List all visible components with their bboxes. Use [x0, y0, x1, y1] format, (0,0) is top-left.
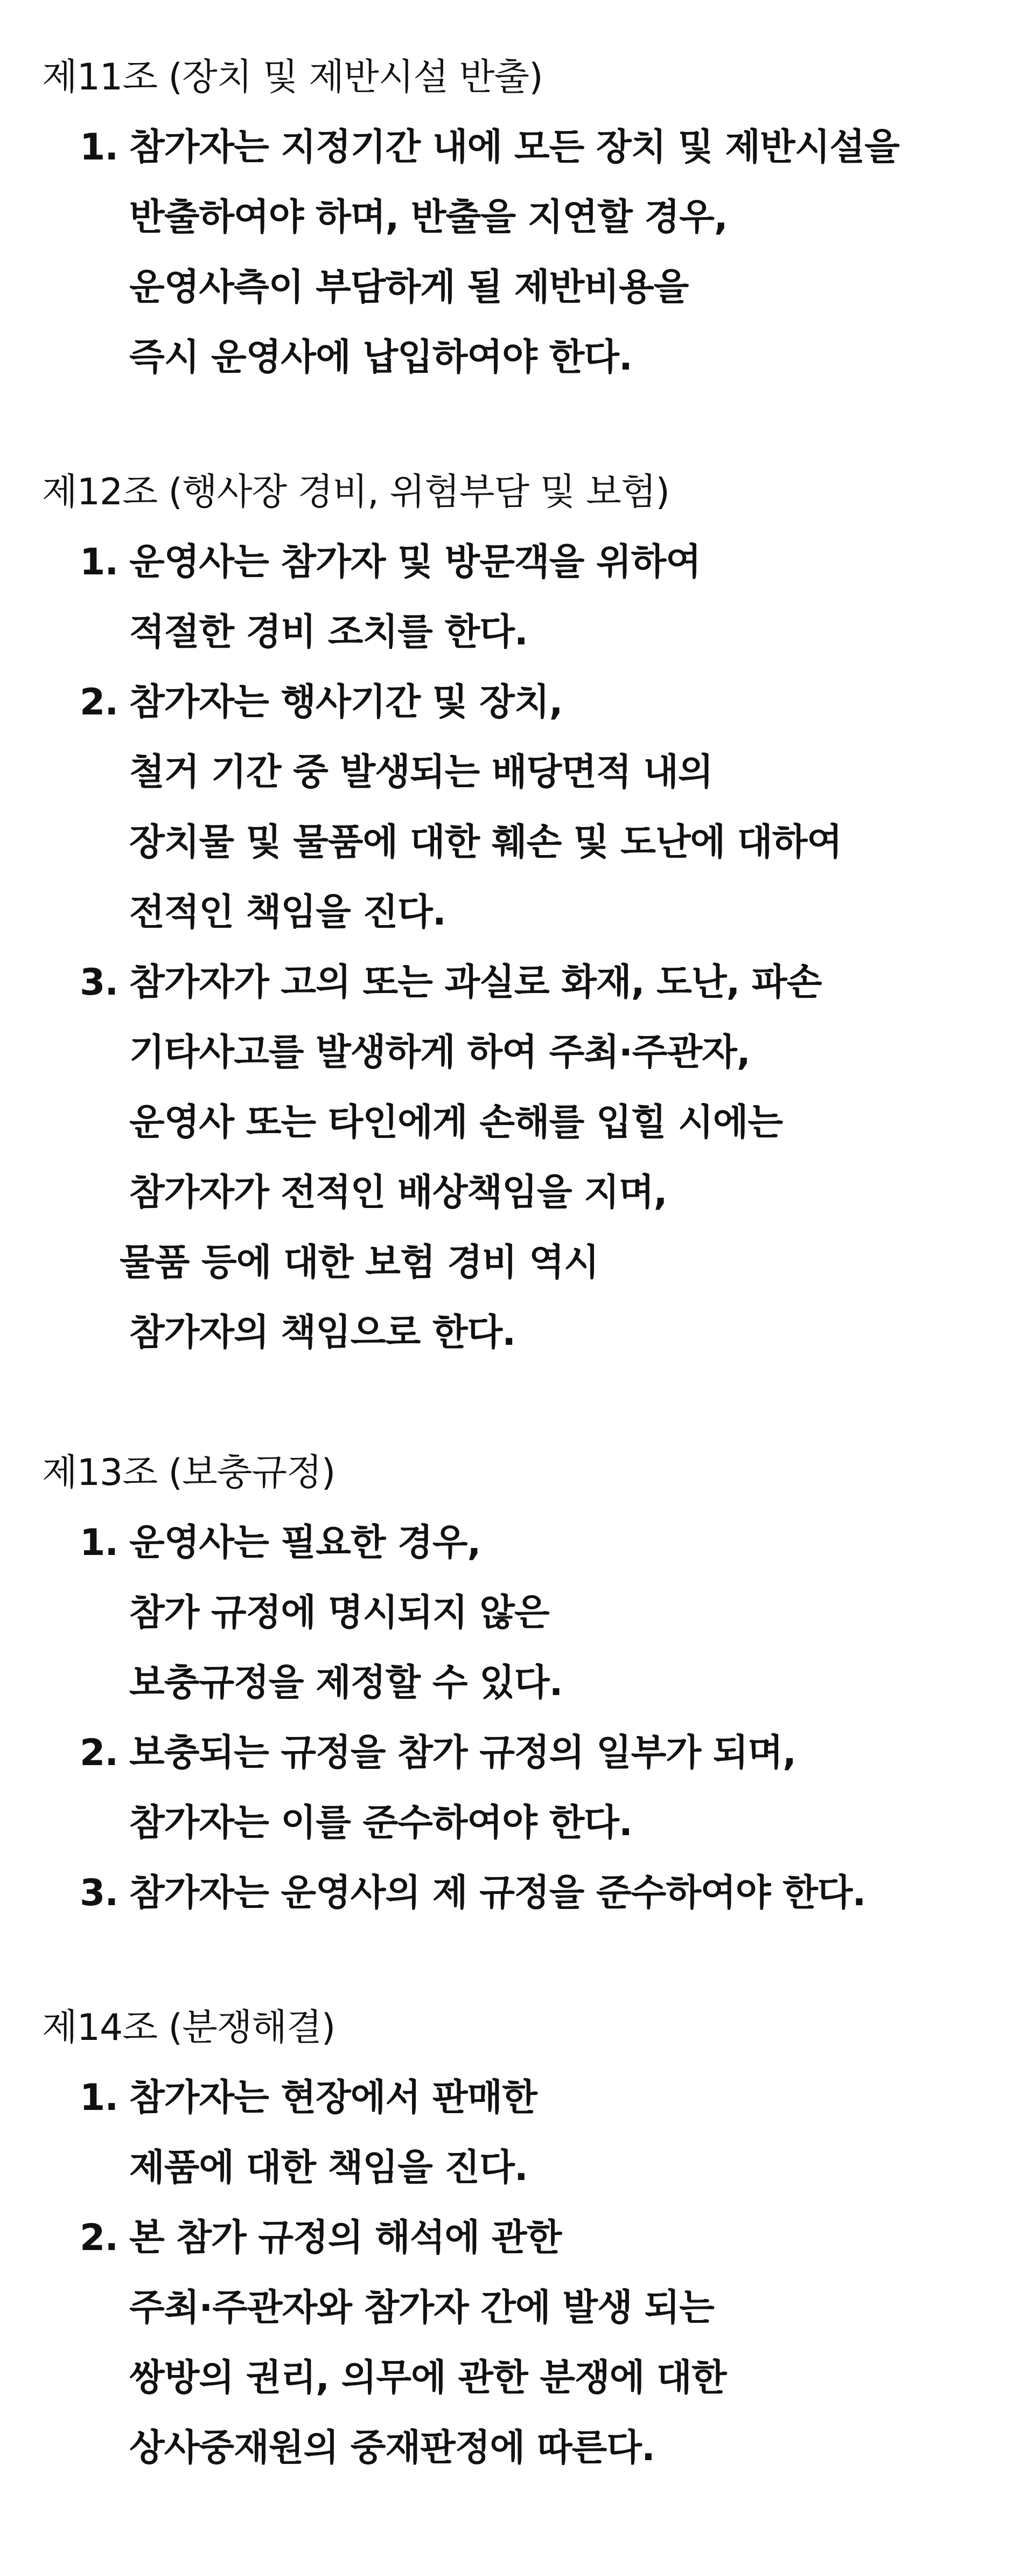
clause-line: 주최·주관자와 참가자 간에 발생 되는: [129, 2287, 714, 2329]
clause-line: 적절한 경비 조치를 한다.: [129, 611, 528, 654]
clause-text: 운영사는 참가자 및 방문객을 위하여: [129, 541, 701, 584]
clause-line: 즉시 운영사에 납입하여야 한다.: [129, 336, 632, 379]
clause-number: 2.: [80, 2217, 118, 2259]
clause-text: 보충되는 규정을 참가 규정의 일부가 되며,: [129, 1732, 796, 1774]
clause-number: 2.: [80, 1732, 118, 1774]
clause-number: 2.: [80, 681, 118, 724]
article-12-clause-1: [80, 541, 701, 584]
clause-line: 물품 등에 대한 보험 경비 역시: [120, 1241, 599, 1284]
clause-number: 1.: [80, 2077, 118, 2119]
clause-line: 참가자의 책임으로 한다.: [129, 1311, 516, 1354]
clause-line: 반출하여야 하며, 반출을 지연할 경우,: [129, 196, 728, 239]
clause-number: 3.: [80, 1872, 118, 1914]
clause-text: 참가자는 행사기간 및 장치,: [129, 681, 563, 724]
article-14-title: 제14조 (분쟁해결): [42, 2006, 336, 2049]
clause-text: 참가자는 지정기간 내에 모든 장치 및 제반시설을: [129, 126, 899, 169]
article-13-title: 제13조 (보충규정): [42, 1452, 336, 1494]
article-14-clause-2: [80, 2217, 562, 2259]
clause-line: 운영사 또는 타인에게 손해를 입힐 시에는: [129, 1101, 783, 1144]
article-12-clause-3: [80, 961, 822, 1004]
clause-number: 1.: [80, 1522, 118, 1564]
clause-number: 1.: [80, 541, 118, 584]
clause-text: 참가자는 현장에서 판매한: [129, 2077, 537, 2119]
clause-line: 참가 규정에 명시되지 않은: [129, 1592, 549, 1634]
clause-line: 기타사고를 발생하게 하여 주최·주관자,: [129, 1031, 750, 1074]
clause-line: 참가자는 이를 준수하여야 한다.: [129, 1802, 632, 1844]
article-13-clause-3: [80, 1872, 866, 1914]
clause-line: 제품에 대한 책임을 진다.: [129, 2147, 528, 2189]
article-11-title: 제11조 (장치 및 제반시설 반출): [42, 56, 543, 99]
article-13-clause-1: [80, 1522, 481, 1564]
clause-number: 3.: [80, 961, 118, 1004]
clause-text: 참가자가 고의 또는 과실로 화재, 도난, 파손: [129, 961, 822, 1004]
clause-line: 보충규정을 제정할 수 있다.: [129, 1662, 563, 1704]
article-14-clause-1: [80, 2077, 537, 2119]
clause-line: 쌍방의 권리, 의무에 관한 분쟁에 대한: [129, 2357, 726, 2399]
article-11-clause-1: [80, 126, 899, 169]
clause-line: 참가자가 전적인 배상책임을 지며,: [129, 1171, 667, 1214]
article-12-clause-2: [80, 681, 563, 724]
clause-line: 전적인 책임을 진다.: [129, 891, 446, 934]
clause-text: 참가자는 운영사의 제 규정을 준수하여야 한다.: [129, 1872, 866, 1914]
clause-line: 장치물 및 물품에 대한 훼손 및 도난에 대하여: [129, 821, 842, 864]
clause-line: 철거 기간 중 발생되는 배당면적 내의: [129, 751, 713, 794]
article-12-title: 제12조 (행사장 경비, 위험부담 및 보험): [42, 471, 669, 513]
clause-number: 1.: [80, 126, 118, 169]
clause-text: 운영사는 필요한 경우,: [129, 1522, 481, 1564]
clause-line: 상사중재원의 중재판정에 따른다.: [129, 2427, 655, 2469]
clause-line: 운영사측이 부담하게 될 제반비용을: [129, 266, 689, 309]
article-13-clause-2: [80, 1732, 796, 1774]
clause-text: 본 참가 규정의 해석에 관한: [129, 2217, 562, 2259]
